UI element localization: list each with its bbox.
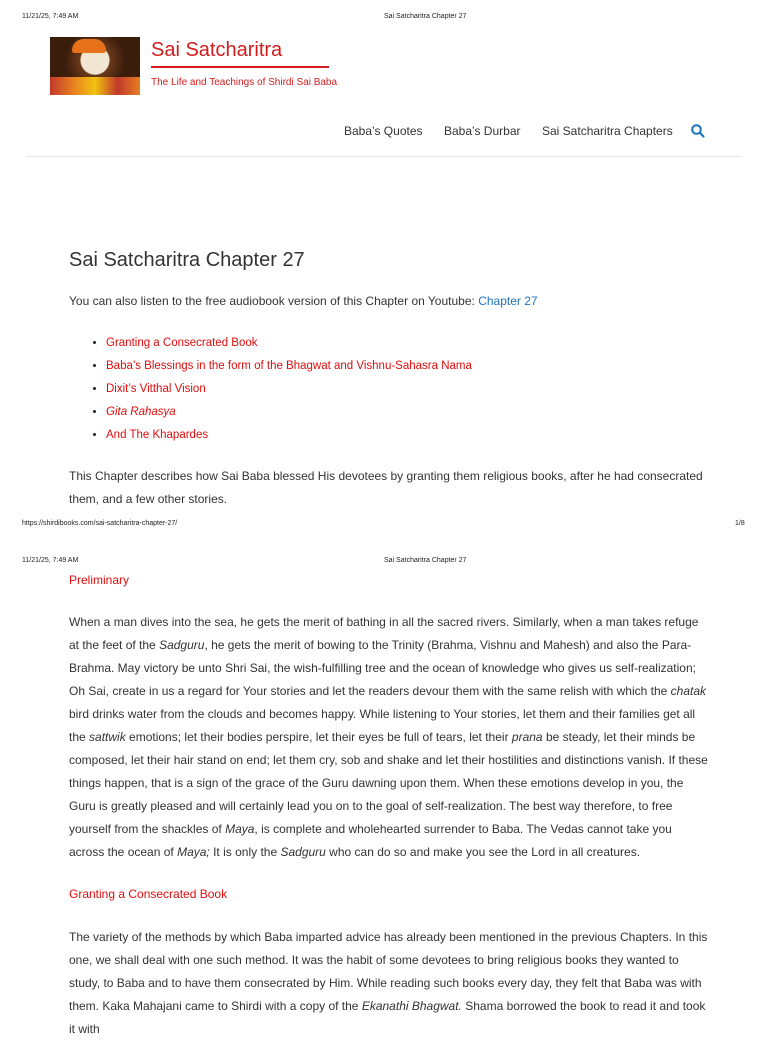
preliminary-heading: Preliminary [69, 573, 130, 587]
print-timestamp: 11/21/25, 7:49 AM [22, 13, 79, 20]
preliminary-paragraph: When a man dives into the sea, he gets the merit of bathing in all the sacred rivers. Similarly, when a man takes refuge at the feet of the Sadguru, he gets the merit of bowing to the Trinity (Brahma, Vishnu and Mahesh) and also the Para-Brahma. May victory be unto Shri Sai, the wish-fulfilling tree and the ocean of knowledge who gives us self-realization; Oh Sai, create in us a regard for Your stories and let the readers devour them with the same relish with which the chatak bird drinks water from the clouds and becomes happy. While listening to Your stories, let them and their families get all the sattwik emotions; let their bodies perspire, let their eyes be full of tears, let their prana be steady, let their minds be composed, let their hair stand on end; let them cry, sob and shake and let their hostilities and distinctions vanish. If these things happen, that is a sign of the grace of the Guru dawning upon them. When these emotions develop in you, the Guru is greatly pleased and will certainly lead you on to the goal of self-realization. The best way therefore, to free yourself from the shackles of Maya, is complete and wholehearted surrender to Baba. The Vedas cannot take you across the ocean of Maya; It is only the Sadguru who can do so and make you see the Lord in all creatures. [69, 615, 708, 859]
site-tagline: The Life and Teachings of Shirdi Sai Baba [151, 77, 338, 88]
nav-babas-durbar[interactable]: Baba’s Durbar [444, 124, 521, 138]
chapter-toc [89, 332, 746, 447]
print-page-number: 1/8 [735, 520, 745, 527]
chapter-27-youtube-link[interactable]: Chapter 27 [478, 294, 538, 308]
print-timestamp-page2: 11/21/25, 7:49 AM [22, 557, 79, 564]
page-title: Sai Satcharitra Chapter 27 [69, 249, 305, 271]
toc-item-gita-rahasya[interactable]: • Gita Rahasya [106, 401, 746, 424]
sai-baba-logo-image[interactable] [50, 37, 140, 95]
toc-item-khapardes[interactable]: • And The Khapardes [106, 424, 746, 447]
nav-sai-satcharitra-chapters[interactable]: Sai Satcharitra Chapters [542, 124, 673, 138]
header-divider [26, 156, 742, 157]
toc-item-granting-book[interactable]: • Granting a Consecrated Book [106, 332, 746, 355]
print-doc-title: Sai Satcharitra Chapter 27 [384, 13, 467, 20]
print-footer-url: https://shirdibooks.com/sai-satcharitra-chapter-27/ [22, 520, 178, 527]
toc-item-babas-blessings[interactable]: • Baba’s Blessings in the form of the Bhagwat and Vishnu-Sahasra Nama [106, 355, 746, 378]
site-title-underline [151, 66, 329, 68]
print-doc-title-page2: Sai Satcharitra Chapter 27 [384, 557, 467, 564]
granting-book-heading: Granting a Consecrated Book [69, 887, 228, 901]
nav-babas-quotes[interactable]: Baba’s Quotes [344, 124, 423, 138]
granting-book-paragraph: The variety of the methods by which Baba imparted advice has already been mentioned in the previous Chapters. In this one, we shall deal with one such method. It was the habit of some devotees to bring religious books they wanted to study, to Baba and to have them consecrated by Him. While reading such books every day, they felt that Baba was with them. Kaka Mahajani came to Shirdi with a copy of the Ekanathi Bhagwat. Shama borrowed the book to read it and took it with [69, 930, 708, 1036]
chapter-intro: This Chapter describes how Sai Baba blessed His devotees by granting them religious books, after he had consecrated them, and a few other stories. [69, 469, 703, 506]
site-title[interactable]: Sai Satcharitra [151, 39, 283, 61]
audiobook-line: You can also listen to the free audiobook version of this Chapter on Youtube: Chapter 27 [69, 294, 538, 308]
search-icon[interactable] [690, 123, 706, 139]
toc-item-dixits-vitthal-vision[interactable]: • Dixit’s Vitthal Vision [106, 378, 746, 401]
